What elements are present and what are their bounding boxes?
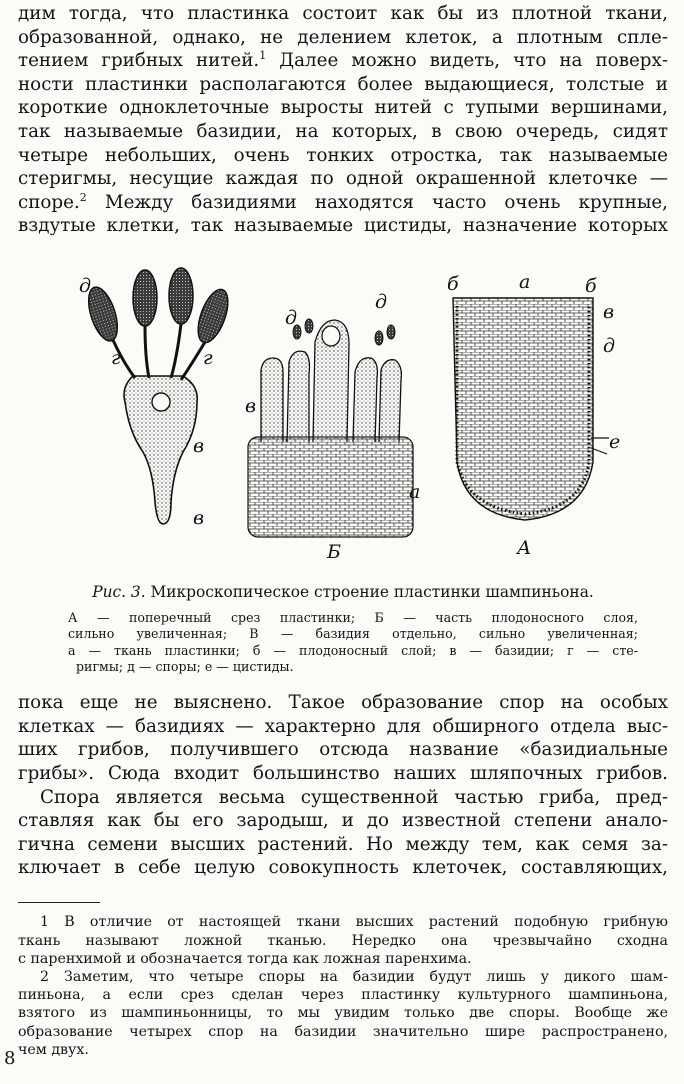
text-line: вздутые клетки, так называемые цистиды, назначение которых <box>18 215 668 237</box>
basidium-drawing <box>83 268 234 524</box>
figure-3 <box>18 262 668 580</box>
figure-label: е <box>609 430 621 453</box>
mushroom-gill-illustration <box>73 262 633 580</box>
figure-label: д <box>79 274 92 297</box>
footnote-line: 1 В отличие от настоящей ткани высших растений подобную грибную <box>40 914 668 931</box>
footnote-line: с паренхимой и обозначается тогда как ложная паренхима. <box>18 950 472 967</box>
figure-label: в <box>245 394 257 417</box>
text-line: короткие одноклеточные выросты нитей с тупыми вершинами, <box>18 97 668 119</box>
figure-label: б <box>585 274 597 297</box>
figure-label: д <box>603 334 616 357</box>
footnote-2 <box>18 968 668 1059</box>
text-line: гична семени высших растений. Но между тем, как семя за- <box>18 833 668 855</box>
figure-label: Б <box>327 540 341 563</box>
figure-label: б <box>447 272 459 295</box>
figure-label: в <box>193 506 205 529</box>
page-number: 8 <box>4 1048 16 1069</box>
figure-label: в <box>603 300 615 323</box>
paragraph-1 <box>18 2 668 238</box>
footnote-line: взятого из шампиньонницы, то мы увидим только две споры. Вообще же <box>18 1005 668 1022</box>
text-fragment: Между базидиями находятся часто очень крупные, <box>86 191 668 213</box>
text-line: пока еще не выяснено. Такое образование спор на особых <box>18 692 668 714</box>
text-line <box>18 191 668 215</box>
footnote-line: пиньона, а если срез сделан через пластинку культурного шампиньона, <box>18 987 668 1004</box>
footnote-line: чем двух. <box>18 1041 89 1058</box>
text-line: ключает в себе целую совокупность клеточек, составляющих, <box>18 857 668 879</box>
figure-label: А <box>517 536 532 559</box>
legend-line: А — поперечный срез пластинки; Б — часть плодоносного слоя, <box>68 609 638 625</box>
text-fragment: Далее можно видеть, что на поверх- <box>266 50 668 72</box>
figure-caption <box>18 582 668 602</box>
text-fragment: споре. <box>18 191 80 213</box>
figure-label: а <box>409 480 421 503</box>
footnote-line: образование четырех спор на базидии значительно шире распространено, <box>18 1023 668 1040</box>
text-line: четыре небольших, очень тонких отростка, так называемые <box>18 144 668 166</box>
text-line: дим тогда, что пластинка состоит как бы из плотной ткани, <box>18 3 668 24</box>
footnote-line: ткань называют ложной тканью. Нередко она чрезвычайно сходна <box>18 932 668 949</box>
paragraph-2 <box>18 691 668 785</box>
footnote-ref-2[interactable]: 2 <box>79 190 87 204</box>
text-line: клетках — базидиях — характерно для обширного отдела выс- <box>18 715 668 737</box>
text-line: грибы». Сюда входит большинство наших шляпочных грибов. <box>18 762 668 784</box>
text-line <box>18 49 668 73</box>
book-page <box>18 2 668 1059</box>
text-line: стеригмы, несущие каждая по одной окрашенной клеточке — <box>18 168 668 190</box>
footnote-divider <box>18 902 100 904</box>
figure-legend <box>68 610 638 675</box>
legend-line: а — ткань пластинки; б — плодоносный слой; в — базидии; г — сте- <box>68 642 638 658</box>
gill-cross-section-drawing <box>453 298 609 520</box>
figure-label: в <box>193 434 205 457</box>
hymenium-drawing <box>248 319 413 537</box>
text-line: ших грибов, получившего отсюда название «базидиальные <box>18 739 668 761</box>
figure-number: Рис. 3. <box>92 582 146 601</box>
text-line: ставляя как бы его зародыш, и до известной степени анало- <box>18 810 668 832</box>
figure-label: д <box>285 306 298 329</box>
figure-label: г <box>203 346 213 369</box>
paragraph-3 <box>18 786 668 880</box>
figure-label: а <box>519 270 531 293</box>
legend-line: ригмы; д — споры; е — цистиды. <box>76 658 294 674</box>
footnote-ref-1[interactable]: 1 <box>259 49 267 63</box>
text-line: ности пластинки располагаются более выдающиеся, толстые и <box>18 73 668 95</box>
figure-label: д <box>375 290 388 313</box>
text-line: так называемые базидии, на которых, в свою очередь, сидят <box>18 120 668 142</box>
footnote-line: 2 Заметим, что четыре споры на базидии будут лишь у дикого шам- <box>40 968 668 985</box>
text-line: Спора является весьма существенной частью гриба, пред- <box>40 786 668 808</box>
text-line: образованной, однако, не делением клеток, а плотным спле- <box>18 26 668 48</box>
legend-line: сильно увеличенная; В — базидия отдельно, сильно увеличенная; <box>68 626 638 642</box>
figure-label: г <box>111 346 121 369</box>
footnote-1 <box>18 913 668 968</box>
text-fragment: тением грибных нитей. <box>18 50 260 72</box>
figure-caption-text: Микроскопическое строение пластинки шампиньона. <box>145 582 594 601</box>
